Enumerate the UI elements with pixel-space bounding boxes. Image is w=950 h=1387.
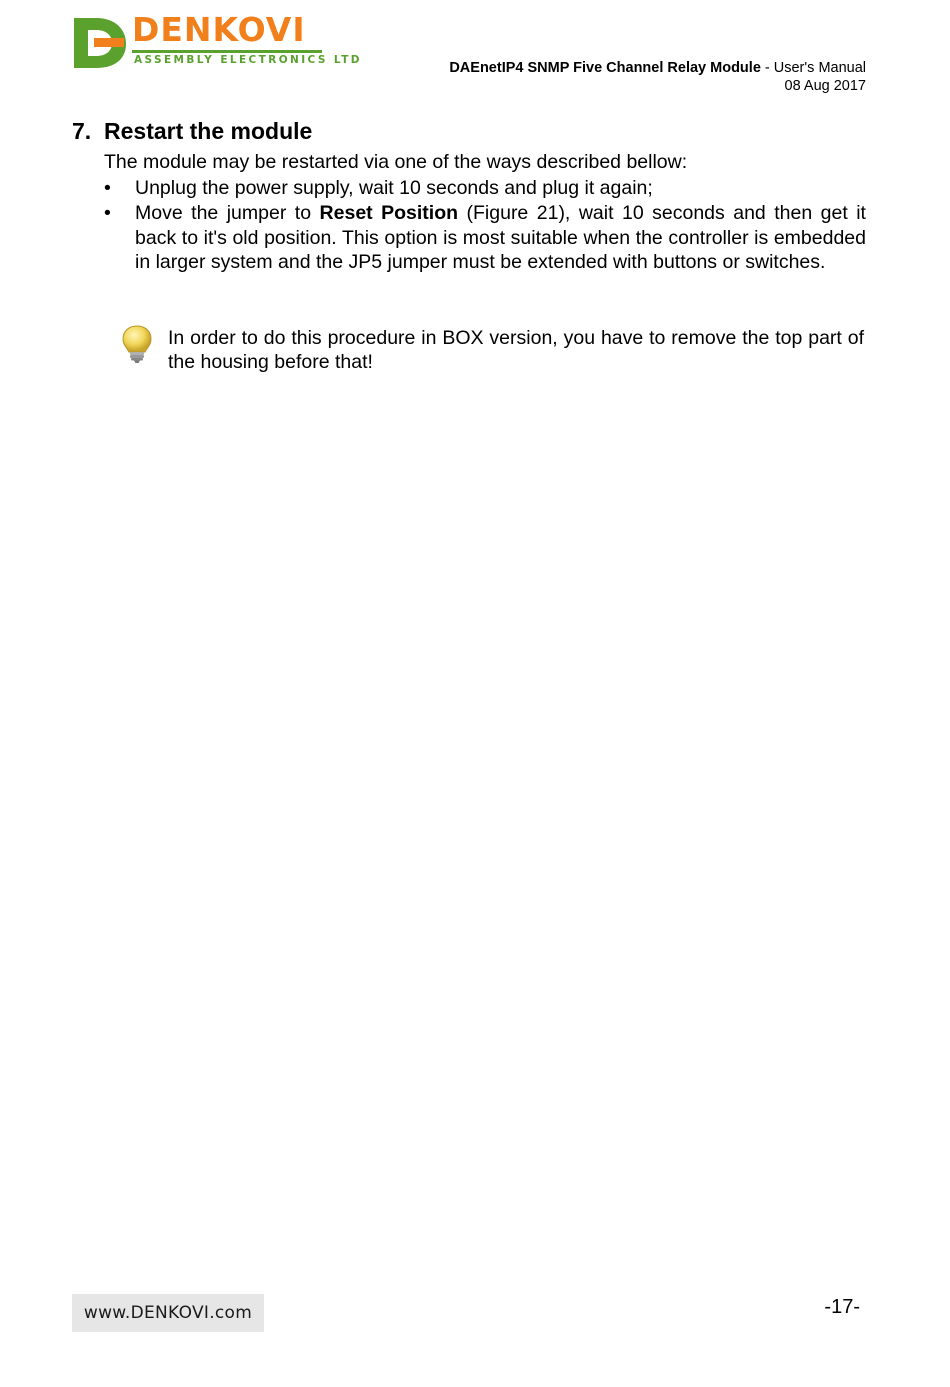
page-number: -17-: [824, 1296, 860, 1318]
list-item: [104, 201, 866, 274]
footer-website: www.DENKOVI.com: [72, 1294, 264, 1332]
bullet-text-after: (Figure 21), wait 10 seconds and then get it back to it's old position. This option is most suitable when the controller is embedded in larger system and the JP5 jumper must be extended with buttons or switches.: [135, 202, 866, 273]
bullet-text: Unplug the power supply, wait 10 seconds and plug it again;: [135, 177, 653, 199]
header-title-line: [449, 59, 866, 77]
header-date: 08 Aug 2017: [784, 78, 866, 94]
section-number: 7.: [72, 118, 92, 144]
section-heading: [72, 116, 312, 146]
list-item: [104, 176, 866, 200]
logo-subtitle: ASSEMBLY ELECTRONICS LTD: [134, 54, 362, 66]
logo-wordmark: DENKOVI: [132, 10, 306, 49]
tip-text: In order to do this procedure in BOX version, you have to remove the top part of the housing before that!: [168, 327, 864, 374]
document-header: [449, 59, 866, 95]
bullet-list: [104, 176, 866, 275]
bullet-text-before: Move the jumper to: [135, 202, 320, 225]
header-doc-suffix: - User's Manual: [760, 60, 866, 76]
lightbulb-icon: [120, 324, 154, 364]
bullet-bold-term: Reset Position: [319, 202, 459, 225]
logo-underline: [132, 50, 322, 53]
bullet-icon: •: [104, 177, 111, 199]
section-title: Restart the module: [104, 118, 313, 144]
bullet-icon: •: [104, 202, 111, 225]
section-intro: The module may be restarted via one of the ways described bellow:: [104, 151, 688, 173]
logo-d-mark-icon: [72, 14, 128, 70]
company-logo: [72, 10, 362, 72]
header-doc-title: DAEnetIP4 SNMP Five Channel Relay Module: [449, 60, 761, 76]
